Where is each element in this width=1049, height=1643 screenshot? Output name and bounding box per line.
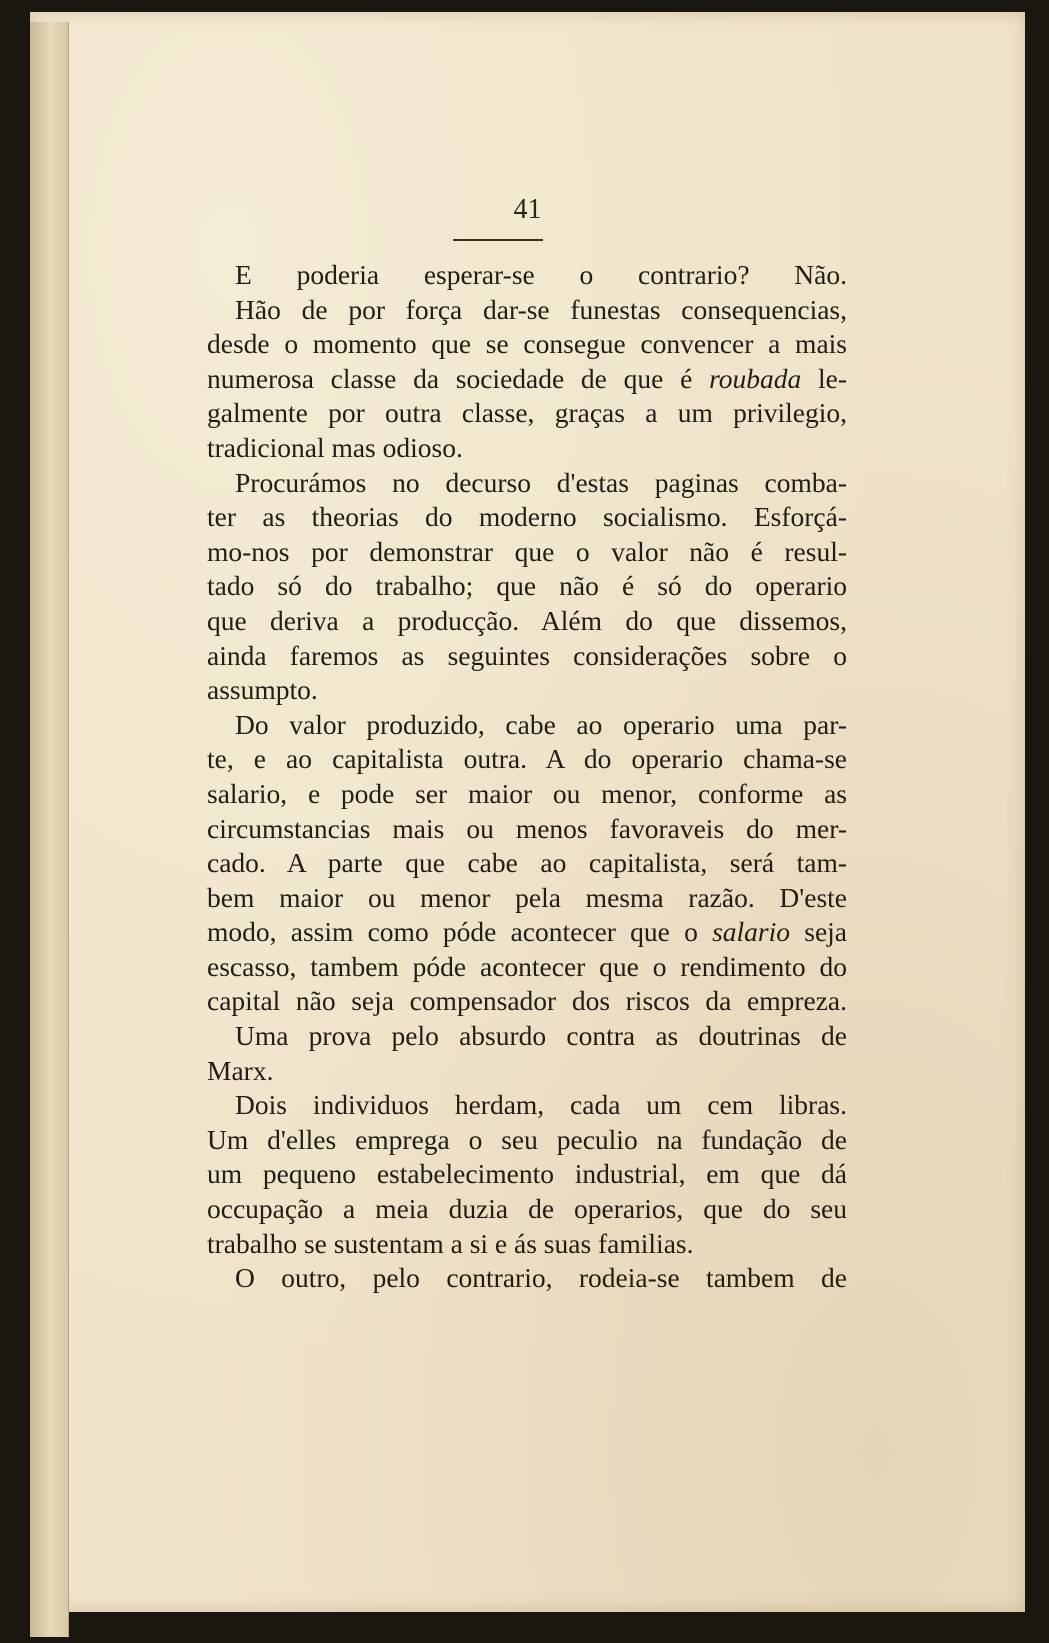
text-line: salario, e pode ser maior ou menor, conforme as xyxy=(207,777,847,809)
text-line: trabalho se sustentam a si e ás suas familias. xyxy=(207,1227,694,1259)
text-line: ter as theorias do moderno socialismo. Esforçá- xyxy=(207,501,847,533)
text-line: mo-nos por demonstrar que o valor não é resul- xyxy=(207,535,847,567)
text-line: E poderia esperar-se o contrario? Não. xyxy=(235,259,847,290)
text-line: tado só do trabalho; que não é só do operario xyxy=(207,570,847,602)
text-line: escasso, tambem póde acontecer que o rendimento do xyxy=(207,950,847,982)
text-line: Procurámos no decurso d'estas paginas comba- xyxy=(235,466,847,498)
text-line: um pequeno estabelecimento industrial, em que dá xyxy=(207,1158,847,1190)
text-line: assumpto. xyxy=(207,674,318,706)
italic-word: salario xyxy=(712,916,791,948)
book-page xyxy=(30,12,1025,1612)
text-line: Hão de por força dar-se funestas consequencias, xyxy=(235,293,847,325)
text-line: Do valor produzido, cabe ao operario uma par- xyxy=(235,708,847,740)
text-line: Uma prova pelo absurdo contra as doutrinas de xyxy=(235,1020,847,1052)
text-line: tradicional mas odioso. xyxy=(207,431,463,463)
body-text xyxy=(207,258,847,1296)
text-line: Dois individuos herdam, cada um cem libras. xyxy=(235,1089,847,1121)
text-line: cado. A parte que cabe ao capitalista, será tam- xyxy=(207,847,847,879)
text-line: te, e ao capitalista outra. A do operario chama-se xyxy=(207,743,847,775)
text-line xyxy=(207,915,847,950)
page-number: 41 xyxy=(513,194,542,225)
text-line: ainda faremos as seguintes considerações sobre o xyxy=(207,639,847,671)
text-line xyxy=(207,362,847,397)
text-line: circumstancias mais ou menos favoraveis do mer- xyxy=(207,812,847,844)
text-line: Um d'elles emprega o seu peculio na fundação de xyxy=(207,1123,847,1155)
text-line: que deriva a producção. Além do que dissemos, xyxy=(207,604,847,636)
text-line: galmente por outra classe, graças a um privilegio, xyxy=(207,397,847,429)
text-run: seja xyxy=(790,916,847,948)
italic-word: roubada xyxy=(709,362,802,394)
text-run: le- xyxy=(801,362,848,394)
text-run: modo, assim como póde acontecer que o xyxy=(207,916,713,948)
text-line: desde o momento que se consegue convencer a mais xyxy=(207,328,847,360)
text-line: Marx. xyxy=(207,1054,274,1086)
text-line: capital não seja compensador dos riscos da empreza. xyxy=(207,985,847,1017)
text-line: bem maior ou menor pela mesma razão. D'este xyxy=(207,881,847,913)
page-edge xyxy=(30,22,69,1637)
text-run: numerosa classe da sociedade de que é xyxy=(207,362,710,394)
text-line: O outro, pelo contrario, rodeia-se tambem de xyxy=(235,1262,847,1294)
header-rule xyxy=(453,239,543,241)
text-line: occupação a meia duzia de operarios, que do seu xyxy=(207,1193,847,1225)
